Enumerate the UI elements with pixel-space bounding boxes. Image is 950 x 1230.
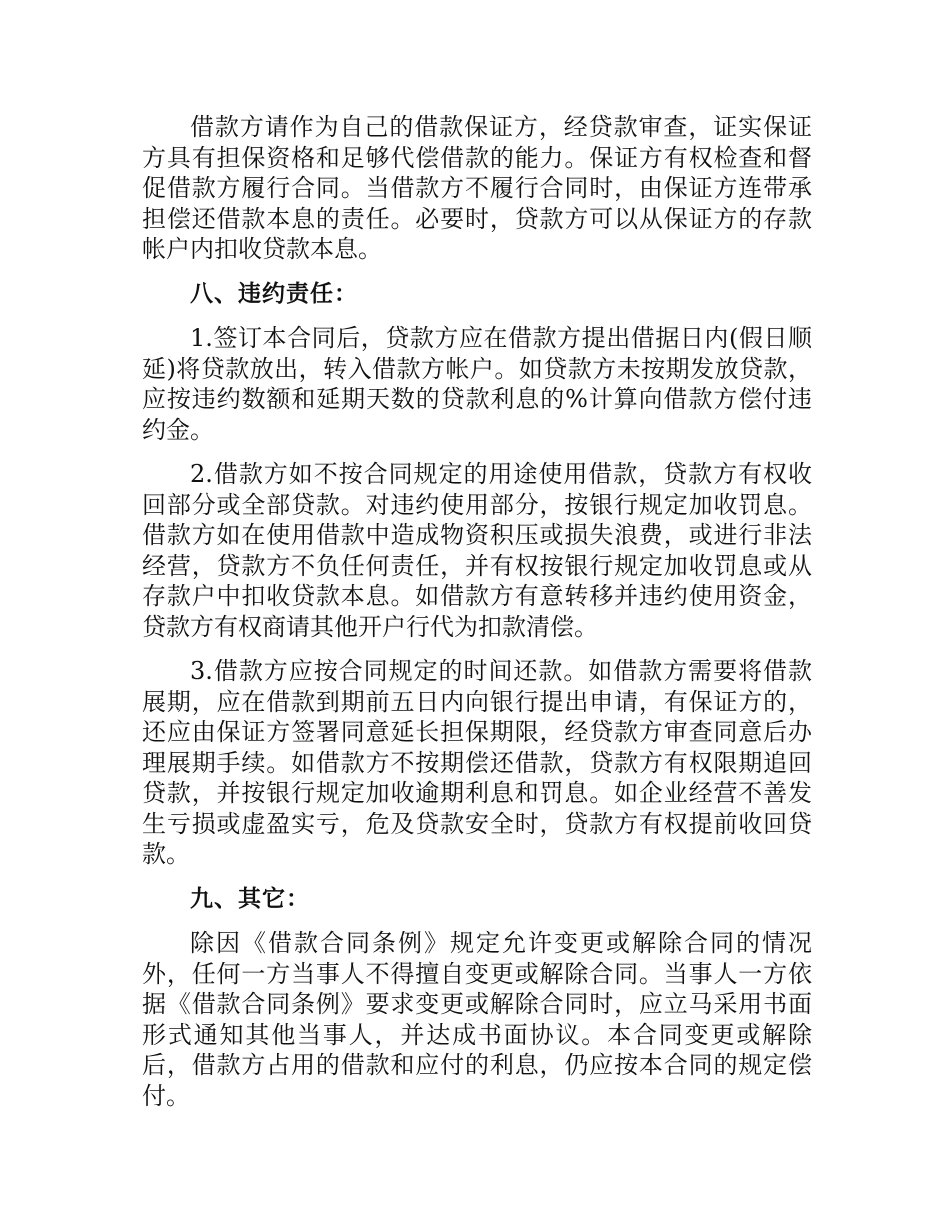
guarantor-paragraph: 借款方请作为自己的借款保证方，经贷款审查，证实保证方具有担保资格和足够代偿借款的能力。保证方有权检查和督促借款方履行合同。当借款方不履行合同时，由保证方连带承担偿还借款本息的责任。必要时，贷款方可以从保证方的存款帐户内扣收贷款本息。 [142, 113, 812, 263]
section-heading-breach-liability: 八、违约责任： [190, 280, 358, 307]
document-page [142, 112, 812, 1125]
other-paragraph: 除因《借款合同条例》规定允许变更或解除合同的情况外，任何一方当事人不得擅自变更或解除合同。当事人一方依据《借款合同条例》要求变更或解除合同时，应立马采用书面形式通知其他当事人，并达成书面协议。本合同变更或解除后，借款方占用的借款和应付的利息，仍应按本合同的规定偿付。 [142, 929, 812, 1110]
breach-clause-2: 2.借款方如不按合同规定的用途使用借款，贷款方有权收回部分或全部贷款。对违约使用部分，按银行规定加收罚息。借款方如在使用借款中造成物资积压或损失浪费，或进行非法经营，贷款方不负任何责任，并有权按银行规定加收罚息或从存款户中扣收贷款本息。如借款方有意转移并违约使用资金，贷款方有权商请其他开户行代为扣款清偿。 [142, 460, 812, 641]
breach-clause-1: 1.签订本合同后，贷款方应在借款方提出借据日内(假日顺延)将贷款放出，转入借款方帐户。如贷款方未按期发放贷款，应按违约数额和延期天数的贷款利息的%计算向借款方偿付违约金。 [142, 324, 812, 444]
breach-clause-3: 3.借款方应按合同规定的时间还款。如借款方需要将借款展期，应在借款到期前五日内向银行提出申请，有保证方的，还应由保证方签署同意延长担保期限，经贷款方审查同意后办理展期手续。如借款方不按期偿还借款，贷款方有权限期追回贷款，并按银行规定加收逾期利息和罚息。如企业经营不善发生亏损或虚盈实亏，危及贷款安全时，贷款方有权提前收回贷款。 [142, 657, 812, 868]
section-heading-other: 九、其它： [190, 885, 310, 912]
